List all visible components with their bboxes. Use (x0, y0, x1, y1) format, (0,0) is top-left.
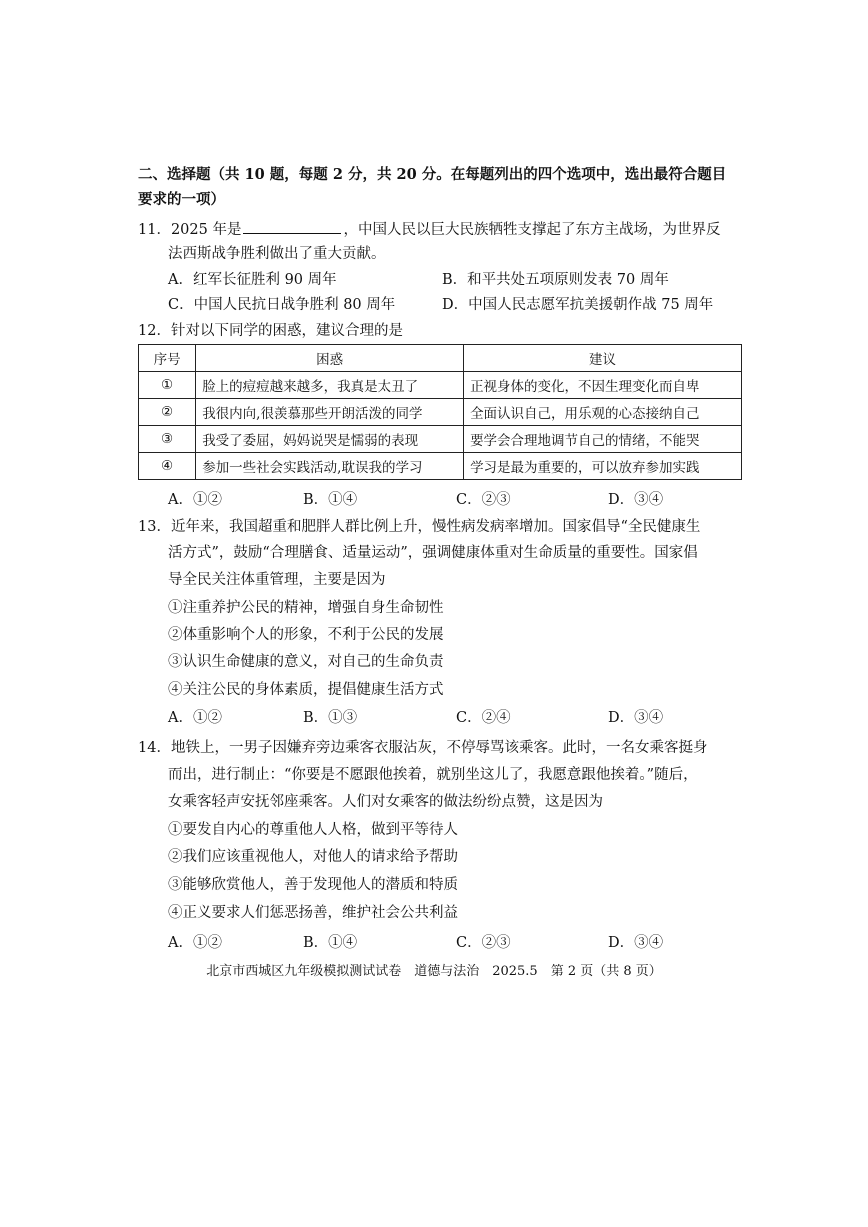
q13-option-d[interactable]: D．③④ (608, 710, 664, 726)
q13-statement-1: ①注重养护公民的精神，增强自身生命韧性 (168, 600, 444, 616)
q11-stem-pre: 2025 年是 (170, 222, 242, 238)
column-header-advice: 建议 (464, 345, 742, 372)
q13-statement-3: ③认识生命健康的意义，对自己的生命负责 (168, 654, 444, 670)
q13-statement-4: ④关注公民的身体素质，提倡健康生活方式 (168, 682, 444, 698)
row-advice: 正视身体的变化，不因生理变化而自卑 (464, 372, 742, 399)
q14-statement-1: ①要发自内心的尊重他人人格，做到平等待人 (168, 822, 458, 838)
question-14-line3: 女乘客轻声安抚邻座乘客。人们对女乘客的做法纷纷点赞，这是因为 (168, 794, 603, 810)
q11-option-b[interactable]: B．和平共处五项原则发表 70 周年 (442, 272, 669, 288)
row-confusion: 参加一些社会实践活动,耽误我的学习 (196, 453, 464, 480)
row-number: ② (139, 399, 196, 426)
q12-stem-text: 针对以下同学的困惑，建议合理的是 (170, 323, 403, 339)
q13-option-a[interactable]: A．①② (168, 710, 222, 726)
q13-statement-2: ②体重影响个人的形象，不利于公民的发展 (168, 627, 444, 643)
q12-option-c[interactable]: C．②③ (456, 492, 511, 508)
q14-statement-2: ②我们应该重视他人，对他人的请求给予帮助 (168, 849, 458, 865)
table-header-row (139, 345, 742, 372)
question-number: 11． (138, 222, 171, 238)
row-number: ③ (139, 426, 196, 453)
table-row (139, 453, 742, 480)
question-number: 13． (138, 519, 171, 535)
q14-stem-line1: 地铁上，一男子因嫌弃旁边乘客衣服沾灰，不停辱骂该乘客。此时，一名女乘客挺身 (170, 740, 708, 756)
q14-statement-3: ③能够欣赏他人，善于发现他人的潜质和特质 (168, 877, 458, 893)
table-row (139, 399, 742, 426)
q14-option-b[interactable]: B．①④ (303, 935, 358, 951)
question-14-line2: 而出，进行制止：“你要是不愿跟他挨着，就别坐这儿了，我愿意跟他挨着。”随后， (168, 767, 698, 783)
question-number: 14． (138, 740, 171, 756)
q14-option-a[interactable]: A．①② (168, 935, 222, 951)
column-header-number: 序号 (139, 345, 196, 372)
section-heading-line1: 二、选择题（共 10 题，每题 2 分，共 20 分。在每题列出的四个选项中，选出最符合题目 (138, 166, 727, 183)
q14-statement-4: ④正义要求人们惩恶扬善，维护社会公共利益 (168, 905, 458, 921)
answer-blank (243, 219, 341, 234)
q13-stem-line1: 近年来，我国超重和肥胖人群比例上升，慢性病发病率增加。国家倡导“全民健康生 (170, 519, 701, 535)
column-header-confusion: 困惑 (196, 345, 464, 372)
row-confusion: 我很内向,很羡慕那些开朗活泼的同学 (196, 399, 464, 426)
row-number: ① (139, 372, 196, 399)
row-advice: 全面认识自己，用乐观的心态接纳自己 (464, 399, 742, 426)
question-13-line1 (138, 517, 700, 537)
q12-option-b[interactable]: B．①④ (303, 492, 358, 508)
row-advice: 学习是最为重要的，可以放弃参加实践 (464, 453, 742, 480)
page-footer: 北京市西城区九年级模拟测试试卷 道德与法治 2025.5 第 2 页（共 8 页） (206, 964, 662, 979)
q14-option-c[interactable]: C．②③ (456, 935, 511, 951)
table-row (139, 426, 742, 453)
q14-option-d[interactable]: D．③④ (608, 935, 664, 951)
q11-stem-post: ，中国人民以巨大民族牺牲支撑起了东方主战场，为世界反 (343, 222, 721, 238)
section-heading-line2: 要求的一项） (138, 191, 225, 208)
row-advice: 要学会合理地调节自己的情绪，不能哭 (464, 426, 742, 453)
q12-option-a[interactable]: A．①② (168, 492, 222, 508)
q12-option-d[interactable]: D．③④ (608, 492, 664, 508)
question-14-line1 (138, 738, 707, 758)
row-number: ④ (139, 453, 196, 480)
table-row (139, 372, 742, 399)
question-number: 12． (138, 323, 171, 339)
q13-option-b[interactable]: B．①③ (303, 710, 358, 726)
question-13-line3: 导全民关注体重管理，主要是因为 (168, 572, 386, 588)
row-confusion: 脸上的痘痘越来越多，我真是太丑了 (196, 372, 464, 399)
q11-option-d[interactable]: D．中国人民志愿军抗美援朝作战 75 周年 (442, 297, 714, 313)
question-13-line2: 活方式”，鼓励“合理膳食、适量运动”，强调健康体重对生命质量的重要性。国家倡 (168, 545, 698, 561)
question-12-stem (138, 321, 403, 341)
row-confusion: 我受了委屈，妈妈说哭是懦弱的表现 (196, 426, 464, 453)
question-11-line2: 法西斯战争胜利做出了重大贡献。 (168, 246, 386, 262)
q11-option-c[interactable]: C．中国人民抗日战争胜利 80 周年 (168, 297, 396, 313)
q13-option-c[interactable]: C．②④ (456, 710, 511, 726)
question-11-line1 (138, 219, 720, 240)
confusion-advice-table (138, 344, 742, 480)
q11-option-a[interactable]: A．红军长征胜利 90 周年 (168, 272, 337, 288)
